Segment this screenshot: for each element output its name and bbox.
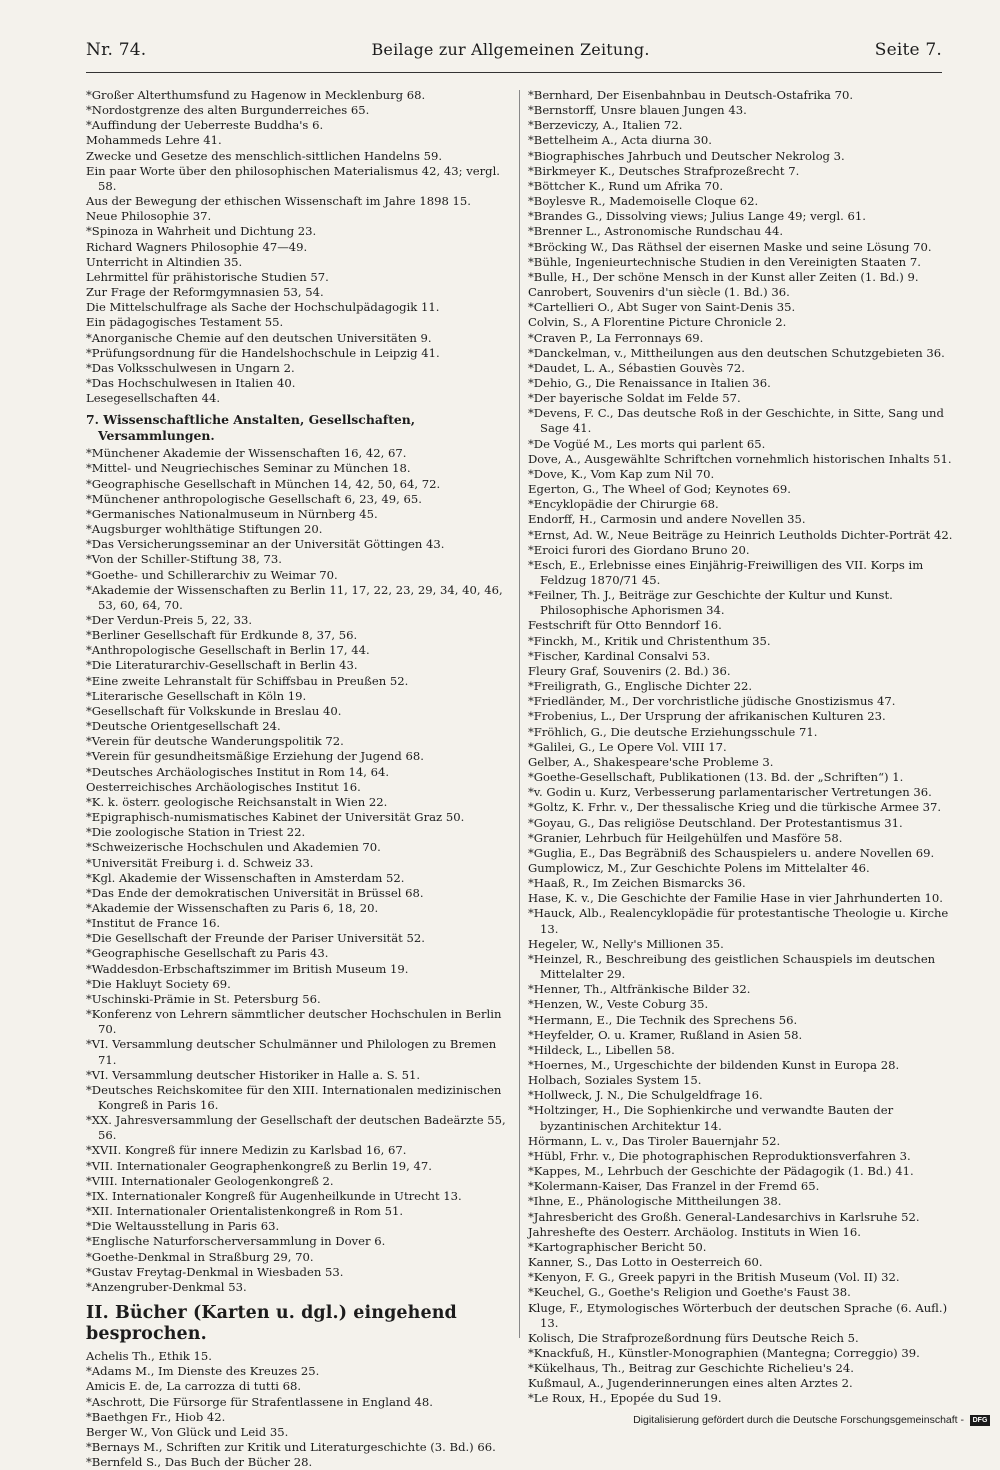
index-entry: *Heinzel, R., Beschreibung des geistlichen Schauspiels im deutschen Mittelalter 29. (528, 951, 936, 982)
index-entry: *Ihne, E., Phänologische Mittheilungen 38. (528, 1194, 782, 1209)
dfg-logo: DFG (970, 1415, 990, 1426)
index-entry: *Berliner Gesellschaft für Erdkunde 8, 37, 56. (86, 628, 358, 643)
index-entry: *Kükelhaus, Th., Beitrag zur Geschichte Richelieu's 24. (528, 1361, 854, 1376)
index-entry: Hörmann, L. v., Das Tiroler Bauernjahr 52. (528, 1133, 781, 1148)
index-entry: *Bulle, H., Der schöne Mensch in der Kunst aller Zeiten (1. Bd.) 9. (528, 269, 919, 284)
index-entry: *Spinoza in Wahrheit und Dichtung 23. (86, 224, 317, 239)
index-entry: *Fischer, Kardinal Consalvi 53. (528, 648, 711, 663)
index-entry: *Frobenius, L., Der Ursprung der afrikanischen Kulturen 23. (528, 709, 886, 724)
index-entry: *Konferenz von Lehrern sämmtlicher deutscher Hochschulen in Berlin 70. (86, 1007, 502, 1037)
index-entry: *Anzengruber-Denkmal 53. (86, 1279, 247, 1294)
index-entry: *Eine zweite Lehranstalt für Schiffsbau in Preußen 52. (86, 673, 409, 688)
index-entry: Endorff, H., Carmosin und andere Novellen 35. (528, 512, 806, 527)
right-entries (528, 88, 958, 1407)
index-entry: *Gustav Freytag-Denkmal in Wiesbaden 53. (86, 1264, 344, 1279)
index-entry: *Danckelman, v., Mittheilungen aus den deutschen Schutzgebieten 36. (528, 345, 945, 360)
index-entry: *K. k. österr. geologische Reichsanstalt in Wien 22. (86, 794, 388, 809)
index-entry: *Goyau, G., Das religiöse Deutschland. Der Protestantismus 31. (528, 815, 903, 830)
index-entry: *Verein für gesundheitsmäßige Erziehung der Jugend 68. (86, 749, 424, 764)
index-entry: *Encyklopädie der Chirurgie 68. (528, 497, 719, 512)
index-entry: *Münchener Akademie der Wissenschaften 16, 42, 67. (86, 446, 407, 461)
index-entry: *Die Weltausstellung in Paris 63. (86, 1219, 280, 1234)
index-entry: *Eroici furori des Giordano Bruno 20. (528, 542, 750, 557)
index-entry: *Das Volksschulwesen in Ungarn 2. (86, 360, 295, 375)
index-entry: *Bröcking W., Das Räthsel der eisernen Maske und seine Lösung 70. (528, 239, 932, 254)
index-entry: *Bettelheim A., Acta diurna 30. (528, 133, 712, 148)
index-entry: *Boylesve R., Mademoiselle Cloque 62. (528, 194, 759, 209)
index-entry: *Jahresbericht des Großh. General-Landesarchivs in Karlsruhe 52. (528, 1209, 920, 1224)
index-entry: *Der Verdun-Preis 5, 22, 33. (86, 613, 253, 627)
index-entry: Lesegesellschaften 44. (86, 391, 221, 406)
page-number: Seite 7. (874, 40, 942, 60)
index-entry: *Henzen, W., Veste Coburg 35. (528, 997, 709, 1012)
index-entry: *Holtzinger, H., Die Sophienkirche und verwandte Bauten der byzantinischen Architektur 14. (528, 1103, 894, 1133)
index-entry: *Keuchel, G., Goethe's Religion und Goethe's Faust 38. (528, 1285, 851, 1300)
index-entry: Hegeler, W., Nelly's Millionen 35. (528, 936, 724, 951)
index-entry: *Gesellschaft für Volkskunde in Breslau 40. (86, 703, 342, 718)
index-entry: *Adams M., Im Dienste des Kreuzes 25. (86, 1364, 320, 1379)
index-entry: *Guglia, E., Das Begräbniß des Schauspielers u. andere Novellen 69. (528, 845, 935, 860)
index-entry: *Berzeviczy, A., Italien 72. (528, 118, 683, 133)
index-entry: Colvin, S., A Florentine Picture Chronicle 2. (528, 315, 787, 330)
index-entry: *Der bayerische Soldat im Felde 57. (528, 391, 741, 406)
index-entry: Oesterreichisches Archäologisches Institut 16. (86, 779, 361, 794)
index-entry: *Knackfuß, H., Künstler-Monographien (Mantegna; Correggio) 39. (528, 1345, 920, 1360)
index-entry: Lehrmittel für prähistorische Studien 57. (86, 269, 329, 284)
section-7-entries (86, 446, 511, 1295)
index-entry: *Universität Freiburg i. d. Schweiz 33. (86, 855, 314, 870)
index-entry: *Hermann, E., Die Technik des Sprechens 56. (528, 1012, 798, 1027)
index-entry: *Hildeck, L., Libellen 58. (528, 1042, 675, 1057)
index-entry: *Akademie der Wissenschaften zu Berlin 11, 17, 22, 23, 29, 34, 40, 46, 53, 60, 64, 70. (86, 582, 503, 612)
index-entry: Mohammeds Lehre 41. (86, 133, 222, 148)
index-entry: *Goethe-Gesellschaft, Publikationen (13. Bd. der „Schriften“) 1. (528, 770, 904, 785)
index-entry: *Ernst, Ad. W., Neue Beiträge zu Heinrich Leutholds Dichter-Porträt 42. (528, 527, 953, 542)
index-entry: *Hauck, Alb., Realencyklopädie für protestantische Theologie u. Kirche 13. (528, 906, 949, 936)
index-entry: *Die zoologische Station in Triest 22. (86, 825, 306, 840)
index-entry: *Bernhard, Der Eisenbahnbau in Deutsch-Ostafrika 70. (528, 88, 854, 102)
index-entry: *v. Godin u. Kurz, Verbesserung parlamentarischer Vertretungen 36. (528, 785, 932, 800)
index-entry: *Aschrott, Die Fürsorge für Strafentlassene in England 48. (86, 1394, 433, 1409)
index-entry: Zur Frage der Reformgymnasien 53, 54. (86, 285, 324, 300)
index-entry: *Germanisches Nationalmuseum in Nürnberg 45. (86, 506, 378, 521)
index-entry: *Kenyon, F. G., Greek papyri in the British Museum (Vol. II) 32. (528, 1270, 900, 1285)
index-entry: *Institut de France 16. (86, 916, 221, 931)
publication-title: Beilage zur Allgemeinen Zeitung. (371, 40, 650, 59)
index-entry: *Kartographischer Bericht 50. (528, 1239, 707, 1254)
index-entry: *VII. Internationaler Geographenkongreß zu Berlin 19, 47. (86, 1158, 432, 1173)
index-entry: *Brandes G., Dissolving views; Julius Lange 49; vergl. 61. (528, 209, 866, 224)
index-entry: *Craven P., La Ferronnays 69. (528, 330, 704, 345)
left-entries-top (86, 88, 511, 406)
index-entry: *Geographische Gesellschaft in München 14, 42, 50, 64, 72. (86, 476, 441, 491)
index-entry: *Englische Naturforscherversammlung in Dover 6. (86, 1234, 386, 1249)
index-entry: Canrobert, Souvenirs d'un siècle (1. Bd.) 36. (528, 285, 790, 300)
index-entry: *Goethe-Denkmal in Straßburg 29, 70. (86, 1249, 314, 1264)
index-entry: *Baethgen Fr., Hiob 42. (86, 1409, 226, 1424)
index-entry: *Nordostgrenze des alten Burgunderreiches 65. (86, 103, 370, 118)
index-entry: *VI. Versammlung deutscher Historiker in Halle a. S. 51. (86, 1067, 421, 1082)
index-entry: *Das Ende der demokratischen Universität in Brüssel 68. (86, 885, 424, 900)
index-entry: Kolisch, Die Strafprozeßordnung fürs Deutsche Reich 5. (528, 1330, 859, 1345)
footer-text: Digitalisierung gefördert durch die Deutsche Forschungsgemeinschaft - (633, 1414, 964, 1426)
index-entry: *Die Hakluyt Society 69. (86, 976, 231, 991)
index-entry: *Literarische Gesellschaft in Köln 19. (86, 688, 307, 703)
index-entry: *Hübl, Frhr. v., Die photographischen Reproduktionsverfahren 3. (528, 1148, 911, 1163)
index-entry: Egerton, G., The Wheel of God; Keynotes 69. (528, 482, 791, 497)
index-entry: *Deutsches Archäologisches Institut in Rom 14, 64. (86, 764, 390, 779)
index-entry: Fleury Graf, Souvenirs (2. Bd.) 36. (528, 663, 731, 678)
index-entry: *Feilner, Th. J., Beiträge zur Geschichte der Kultur und Kunst. Philosophische Aphorismen 34. (528, 588, 893, 618)
index-entry: *Esch, E., Erlebnisse eines Einjährig-Freiwilligen des VII. Korps im Feldzug 1870/71 45. (528, 557, 924, 587)
index-entry: *Kappes, M., Lehrbuch der Geschichte der Pädagogik (1. Bd.) 41. (528, 1164, 914, 1179)
index-entry: *Uschinski-Prämie in St. Petersburg 56. (86, 991, 321, 1006)
index-entry: *Hoernes, M., Urgeschichte der bildenden Kunst in Europa 28. (528, 1058, 900, 1072)
index-entry: *Galilei, G., Le Opere Vol. VIII 17. (528, 739, 727, 754)
index-entry: *Le Roux, H., Epopée du Sud 19. (528, 1391, 722, 1406)
index-entry: *Bühle, Ingenieurtechnische Studien in den Vereinigten Staaten 7. (528, 254, 921, 269)
index-entry: *Deutsche Orientgesellschaft 24. (86, 719, 281, 734)
index-entry: *Fröhlich, G., Die deutsche Erziehungsschule 71. (528, 724, 818, 739)
index-entry: *Cartellieri O., Abt Suger von Saint-Denis 35. (528, 300, 796, 315)
index-entry: *Brenner L., Astronomische Rundschau 44. (528, 224, 784, 239)
index-entry: *Goltz, K. Frhr. v., Der thessalische Krieg und die türkische Armee 37. (528, 800, 942, 815)
index-entry: *Devens, F. C., Das deutsche Roß in der Geschichte, in Sitte, Sang und Sage 41. (528, 406, 944, 436)
index-entry: *VI. Versammlung deutscher Schulmänner und Philologen zu Bremen 71. (86, 1037, 497, 1067)
index-entry: *Kolermann-Kaiser, Das Franzel in der Fremd 65. (528, 1179, 820, 1194)
index-entry: *Dehio, G., Die Renaissance in Italien 36. (528, 375, 771, 390)
index-entry: *XVII. Kongreß für innere Medizin zu Karlsbad 16, 67. (86, 1143, 407, 1158)
index-entry: *Freiligrath, G., Englische Dichter 22. (528, 679, 753, 694)
index-entry: *Bernfeld S., Das Buch der Bücher 28. (86, 1455, 313, 1470)
index-entry: Kanner, S., Das Lotto in Oesterreich 60. (528, 1255, 763, 1270)
index-entry: *Schweizerische Hochschulen und Akademien 70. (86, 840, 381, 855)
index-entry: Zwecke und Gesetze des menschlich-sittlichen Handelns 59. (86, 148, 443, 163)
index-entry: *Waddesdon-Erbschaftszimmer im British Museum 19. (86, 961, 409, 976)
index-entry: Berger W., Von Glück und Leid 35. (86, 1424, 289, 1439)
index-entry: Ein pädagogisches Testament 55. (86, 315, 284, 330)
index-entry: Festschrift für Otto Benndorf 16. (528, 618, 722, 633)
column-rule (519, 90, 520, 1338)
index-entry: *Epigraphisch-numismatisches Kabinet der Universität Graz 50. (86, 810, 465, 825)
index-entry: *XX. Jahresversammlung der Gesellschaft der deutschen Badeärzte 55, 56. (86, 1113, 506, 1143)
index-entry: *Die Gesellschaft der Freunde der Pariser Universität 52. (86, 931, 425, 946)
index-entry: *VIII. Internationaler Geologenkongreß 2. (86, 1173, 334, 1188)
index-entry: *Hollweck, J. N., Die Schulgeldfrage 16. (528, 1088, 763, 1103)
section-2-heading: II. Bücher (Karten u. dgl.) eingehend besprochen. (86, 1303, 457, 1345)
index-entry: *Daudet, L. A., Sébastien Gouvès 72. (528, 360, 745, 375)
section-2-entries (86, 1349, 511, 1470)
index-entry: *Das Hochschulwesen in Italien 40. (86, 375, 296, 390)
index-entry: Kußmaul, A., Jugenderinnerungen eines alten Arztes 2. (528, 1376, 853, 1391)
index-entry: Hase, K. v., Die Geschichte der Familie Hase in vier Jahrhunderten 10. (528, 891, 943, 906)
index-entry: *Münchener anthropologische Gesellschaft 6, 23, 49, 65. (86, 491, 422, 506)
index-entry: *IX. Internationaler Kongreß für Augenheilkunde in Utrecht 13. (86, 1188, 462, 1203)
index-entry: Jahreshefte des Oesterr. Archäolog. Instituts in Wien 16. (528, 1224, 861, 1239)
index-entry: *Verein für deutsche Wanderungspolitik 72. (86, 734, 344, 749)
index-entry: Gelber, A., Shakespeare'sche Probleme 3. (528, 754, 774, 769)
index-entry: *Anthropologische Gesellschaft in Berlin 17, 44. (86, 643, 370, 658)
index-entry: *XII. Internationaler Orientalistenkongreß in Rom 51. (86, 1204, 404, 1219)
index-entry: *Die Literaturarchiv-Gesellschaft in Berlin 43. (86, 658, 358, 673)
index-entry: *Böttcher K., Rund um Afrika 70. (528, 178, 724, 193)
index-entry: *De Vogüé M., Les morts qui parlent 65. (528, 436, 766, 451)
index-entry: *Prüfungsordnung für die Handelshochschule in Leipzig 41. (86, 345, 440, 360)
header-rule (86, 72, 942, 73)
index-entry: Dove, A., Ausgewählte Schriftchen vornehmlich historischen Inhalts 51. (528, 451, 952, 466)
index-entry: *Finckh, M., Kritik und Christenthum 35. (528, 633, 771, 648)
index-entry: *Henner, Th., Altfränkische Bilder 32. (528, 982, 751, 997)
index-entry: Die Mittelschulfrage als Sache der Hochschulpädagogik 11. (86, 300, 440, 315)
index-entry: *Friedländer, M., Der vorchristliche jüdische Gnostizismus 47. (528, 694, 896, 709)
index-entry: *Auffindung der Ueberreste Buddha's 6. (86, 118, 324, 133)
index-entry: Amicis E. de, La carrozza di tutti 68. (86, 1379, 302, 1394)
section-7-heading: 7. Wissenschaftliche Anstalten, Gesellschaften, Versammlungen. (86, 412, 416, 444)
issue-number: Nr. 74. (86, 40, 147, 60)
index-entry: *Granier, Lehrbuch für Heilgehülfen und Masföre 58. (528, 830, 843, 845)
index-entry: *Dove, K., Vom Kap zum Nil 70. (528, 466, 715, 481)
index-entry: *Augsburger wohlthätige Stiftungen 20. (86, 522, 323, 537)
index-entry: Kluge, F., Etymologisches Wörterbuch der deutschen Sprache (6. Aufl.) 13. (528, 1300, 948, 1330)
footer-credit (600, 1413, 990, 1427)
left-column (86, 88, 511, 1470)
index-entry: *Das Versicherungsseminar an der Universität Göttingen 43. (86, 537, 445, 552)
index-entry: *Haaß, R., Im Zeichen Bismarcks 36. (528, 876, 746, 891)
index-entry: Neue Philosophie 37. (86, 209, 212, 224)
right-column (528, 88, 958, 1407)
index-entry: Achelis Th., Ethik 15. (86, 1349, 212, 1364)
index-entry: *Kgl. Akademie der Wissenschaften in Amsterdam 52. (86, 870, 405, 885)
index-entry: *Geographische Gesellschaft zu Paris 43. (86, 946, 329, 961)
index-entry: *Akademie der Wissenschaften zu Paris 6, 18, 20. (86, 900, 379, 915)
index-entry: *Deutsches Reichskomitee für den XIII. Internationalen medizinischen Kongreß in Paris 16. (86, 1082, 502, 1112)
index-entry: Ein paar Worte über den philosophischen Materialismus 42, 43; vergl. 58. (86, 163, 500, 193)
index-entry: *Biographisches Jahrbuch und Deutscher Nekrolog 3. (528, 148, 845, 163)
index-entry: Gumplowicz, M., Zur Geschichte Polens im Mittelalter 46. (528, 860, 870, 875)
index-entry: Holbach, Soziales System 15. (528, 1073, 702, 1088)
index-entry: Richard Wagners Philosophie 47—49. (86, 239, 308, 254)
index-entry: *Heyfelder, O. u. Kramer, Rußland in Asien 58. (528, 1027, 803, 1042)
index-entry: *Bernays M., Schriften zur Kritik und Literaturgeschichte (3. Bd.) 66. (86, 1439, 496, 1454)
index-entry: Unterricht in Altindien 35. (86, 254, 243, 269)
index-entry: *Mittel- und Neugriechisches Seminar zu München 18. (86, 461, 411, 476)
index-entry: *Birkmeyer K., Deutsches Strafprozeßrecht 7. (528, 163, 800, 178)
index-entry: *Von der Schiller-Stiftung 38, 73. (86, 552, 282, 567)
index-entry: *Goethe- und Schillerarchiv zu Weimar 70. (86, 567, 338, 582)
index-entry: *Anorganische Chemie auf den deutschen Universitäten 9. (86, 330, 432, 345)
index-entry: *Bernstorff, Unsre blauen Jungen 43. (528, 103, 747, 118)
index-entry: Aus der Bewegung der ethischen Wissenschaft im Jahre 1898 15. (86, 194, 471, 209)
index-entry: *Großer Alterthumsfund zu Hagenow in Mecklenburg 68. (86, 88, 426, 102)
page-header (86, 40, 942, 66)
